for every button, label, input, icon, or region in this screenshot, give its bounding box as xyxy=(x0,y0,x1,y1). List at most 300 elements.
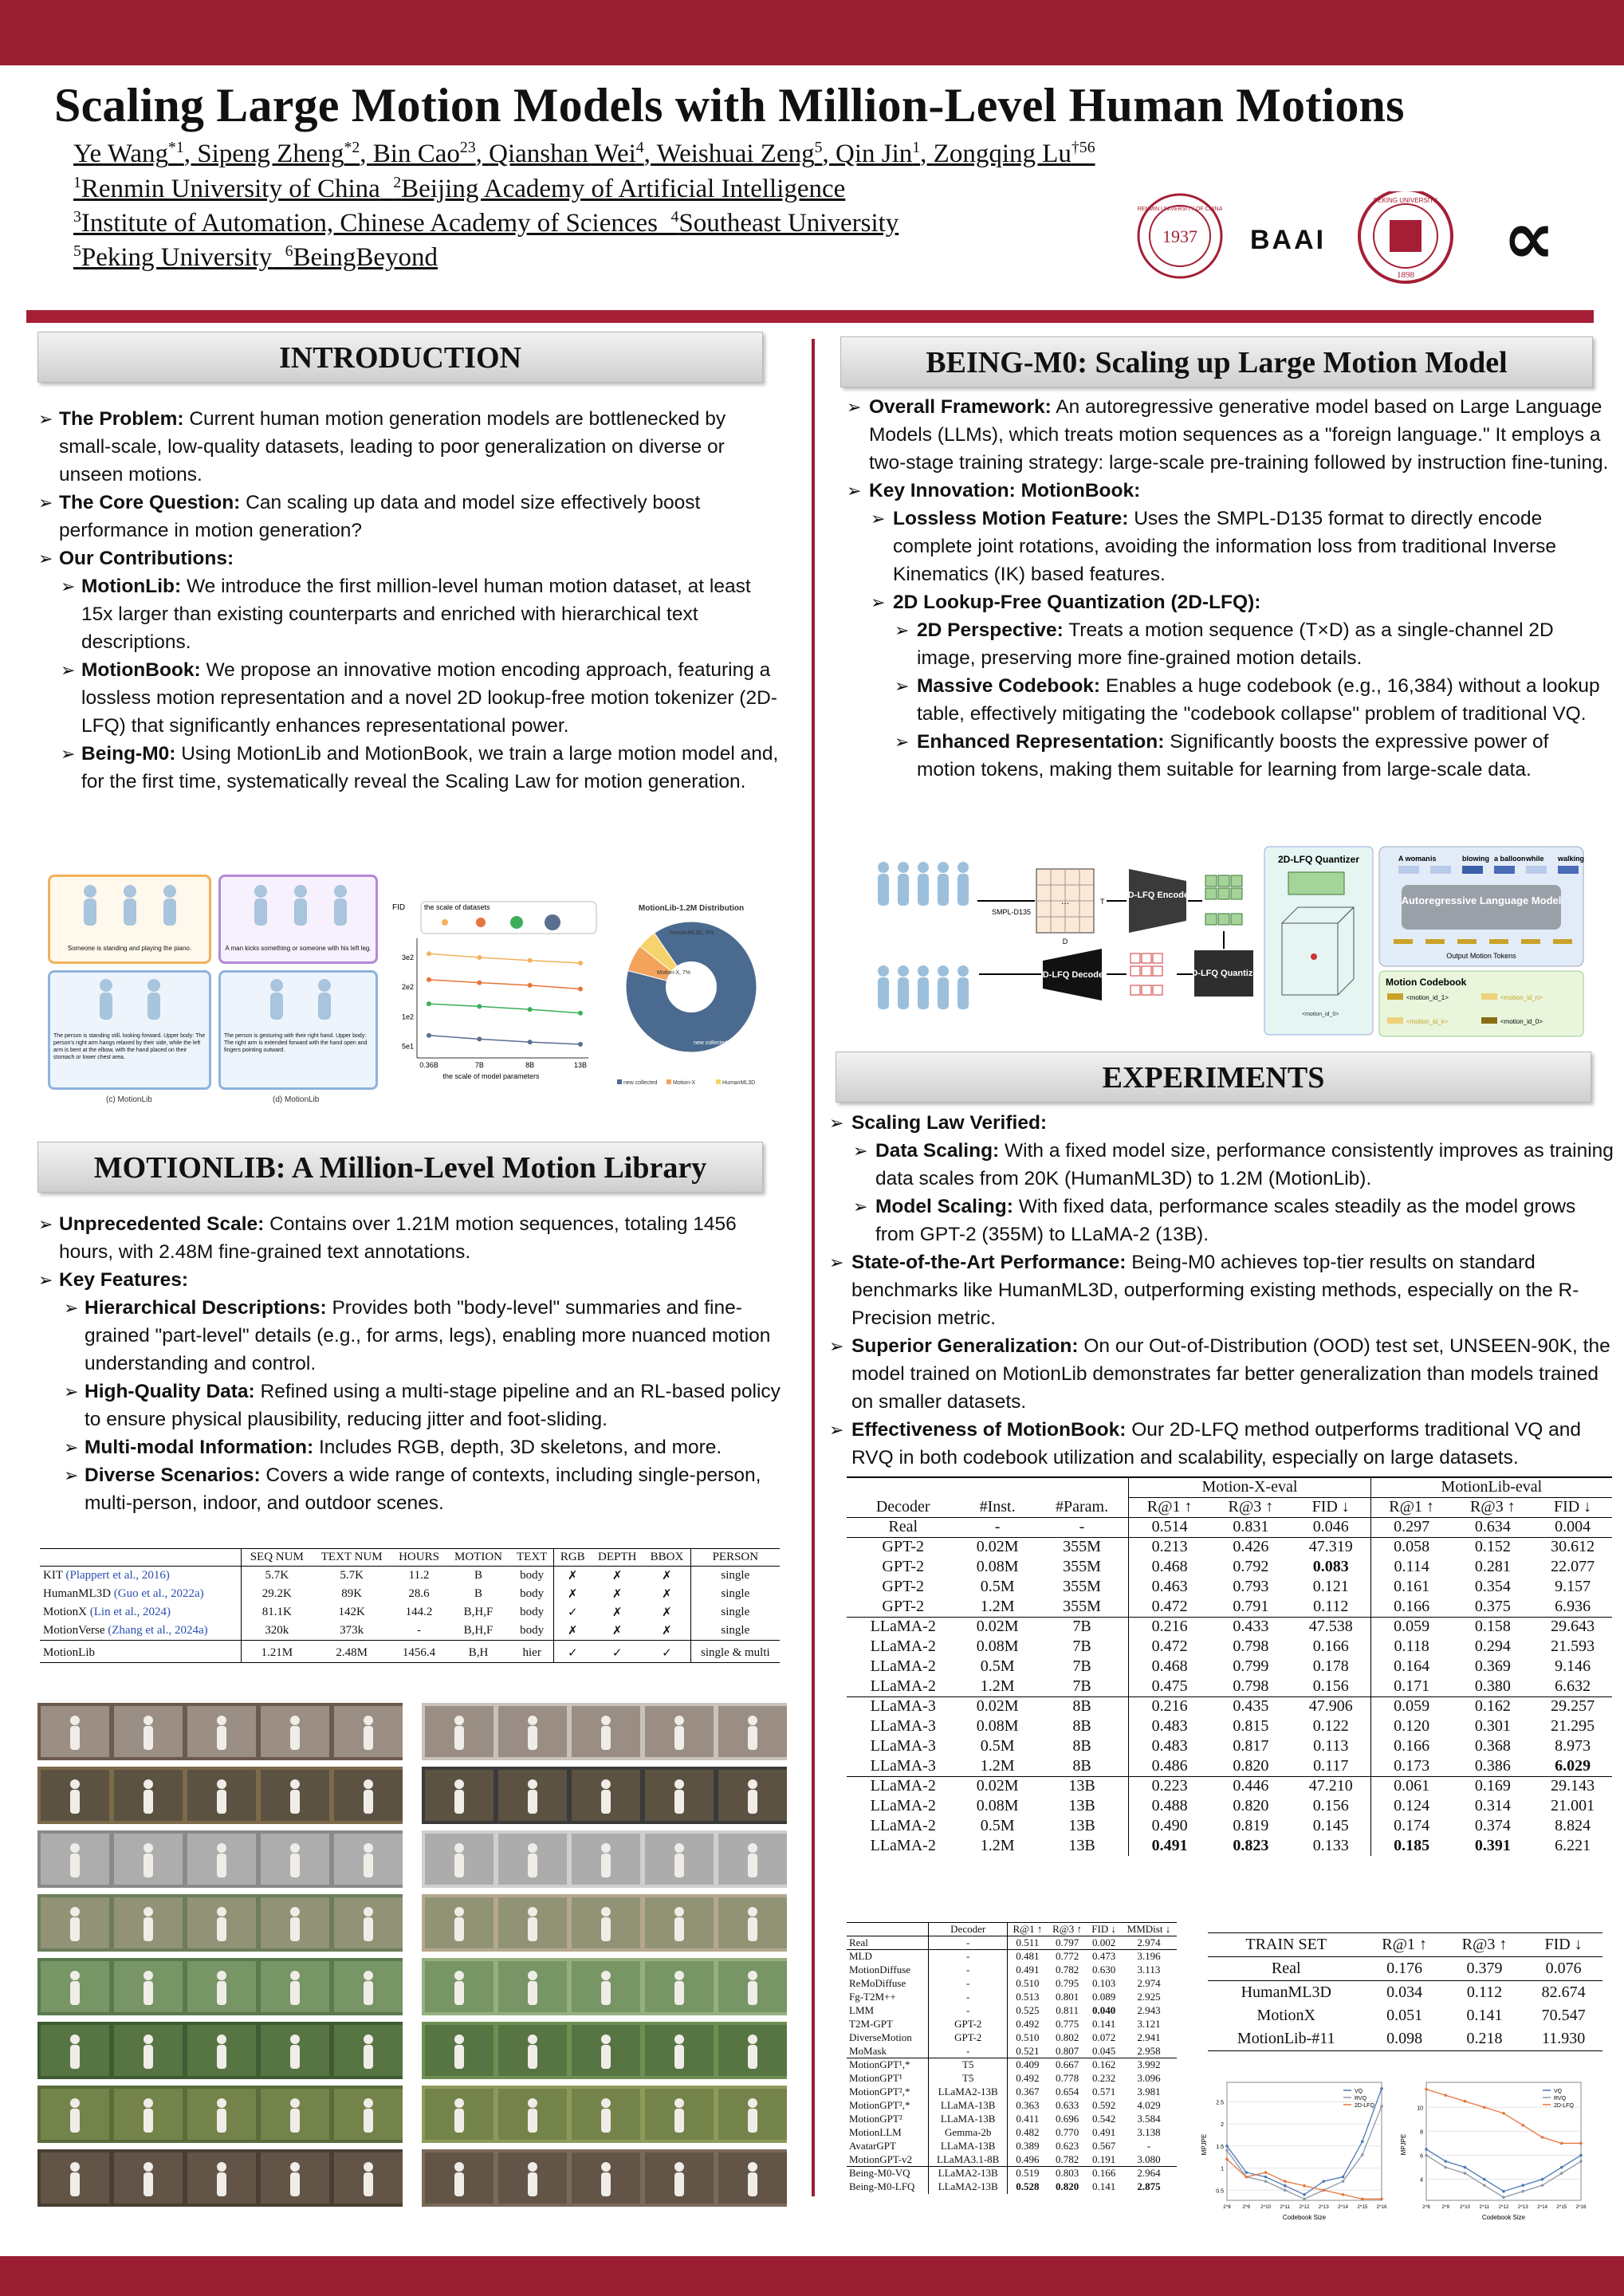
ruc-logo xyxy=(1138,195,1223,277)
data-point xyxy=(1303,2198,1306,2201)
legend-swatch xyxy=(617,1079,622,1084)
person-body-icon xyxy=(528,2109,537,2133)
svg-text:<motion_id_n>: <motion_id_n> xyxy=(1500,994,1543,1001)
table-row: MotionLLM Gemma-2b 0.482 0.770 0.491 3.138 xyxy=(847,2126,1177,2140)
person-head-icon xyxy=(454,1779,464,1789)
y-tick-label: 2.5 xyxy=(1216,2100,1224,2106)
person-body-icon xyxy=(70,1726,80,1750)
affiliation-line-3: $^5$Peking University $^6$BeingBeyond xyxy=(73,242,438,272)
person-body-icon xyxy=(290,1790,300,1814)
data-point xyxy=(1225,2149,1229,2152)
svg-text:<motion_id_1>: <motion_id_1> xyxy=(1406,994,1449,1001)
data-point xyxy=(1502,2196,1505,2199)
table-row: MotionVerse (Zhang et al., 2024a) 320k 373k - B,H,F body ✗ ✗ ✗ single xyxy=(40,1622,780,1641)
person-body-icon xyxy=(70,2109,80,2133)
x-tick-label: 2^14 xyxy=(1537,2205,1547,2210)
table-row: GPT-2 0.5M 355M 0.463 0.793 0.121 0.161 0.354 9.157 xyxy=(882,1578,1591,1595)
data-point xyxy=(1284,2184,1287,2188)
x-tick-label: 2^8 xyxy=(1422,2205,1430,2210)
pie-label: Motion-X, 7% xyxy=(657,970,691,976)
person-body-icon xyxy=(528,1854,537,1877)
data-point xyxy=(1380,2087,1383,2090)
word-token xyxy=(1430,866,1451,874)
table-row: LLaMA-2 1.2M 13B 0.491 0.823 0.133 0.185 0.391 6.221 xyxy=(870,1837,1591,1854)
baai-logo: BAAI xyxy=(1250,225,1327,255)
person-body-icon xyxy=(144,1726,153,1750)
data-point xyxy=(1245,2171,1248,2174)
person-head-icon xyxy=(144,1971,153,1980)
y-tick-label: 1.5 xyxy=(1216,2144,1224,2150)
data-point xyxy=(1425,2154,1428,2157)
table-row: MotionDiffuse - 0.491 0.782 0.630 3.113 xyxy=(847,1964,1177,1977)
person-head-icon xyxy=(217,1971,226,1980)
person-head-icon xyxy=(601,1843,611,1853)
person-head-icon xyxy=(528,1779,537,1789)
data-point xyxy=(1560,2172,1563,2175)
person-head-icon xyxy=(454,1843,464,1853)
word-token xyxy=(1558,866,1579,874)
affiliation-line-2: $^3$Institute of Automation, Chinese Academy of Sciences $^4$Southeast University xyxy=(73,208,899,238)
data-point xyxy=(427,977,431,982)
person-body-icon xyxy=(748,2109,757,2133)
section-heading-experiments: EXPERIMENTS xyxy=(836,1052,1591,1103)
data-point xyxy=(477,981,482,985)
panel-motionlib-2: The person is gesturing with their right hand. Upper body: The right arm is extended forward with the hand open and fingers pointing outward. (d) MotionLib xyxy=(218,970,378,1090)
author: Ye Wang xyxy=(73,140,168,168)
table-row: MotionGPT¹,* T5 0.409 0.667 0.162 3.992 xyxy=(847,2058,1177,2072)
x-tick-label: 2^8 xyxy=(1223,2205,1231,2210)
pie-title: MotionLib-1.2M Distribution xyxy=(638,904,745,913)
person-body-icon xyxy=(454,1917,464,1941)
dataset-comparison-table: SEQ NUM TEXT NUM HOURS MOTION TEXT RGB DEPTH BBOX PERSON KIT (Plappert et al., 2016) 5.7K 5.7K 11.2 B body ✗ ✗ ✗ single HumanML3D (Guo et al., 2022a) 29.2K 89K 28.6 B body ✗ ✗ ✗ single MotionX (Lin et al., 2024) 81.1K 142K 144.2 B,H,F body ✓ ✗ ✗ single MotionVerse (Zhang et al., 2024a) 320k 373k - B,H,F body ✗ ✗ ✗ single MotionLib 1.21M 2.48M 1456.4 B,H hier ✓ ✓ ✓ single & multi xyxy=(40,1548,780,1663)
person-body-icon xyxy=(454,2045,464,2069)
person-head-icon xyxy=(528,1843,537,1853)
panel-humanml3d: A man kicks something or someone with his left leg. xyxy=(218,875,378,964)
person-head-icon xyxy=(601,1971,611,1980)
person-head-icon xyxy=(748,1907,757,1917)
series-line xyxy=(429,980,580,989)
person-head-icon xyxy=(601,2035,611,2044)
data-point xyxy=(477,1036,482,1041)
architecture-diagram xyxy=(867,845,1585,1040)
person-body-icon xyxy=(70,2172,80,2196)
person-head-icon xyxy=(144,2098,153,2108)
person-head-icon xyxy=(144,1716,153,1725)
x-tick-label: 7B xyxy=(474,1061,484,1069)
person-body-icon xyxy=(144,1981,153,2005)
data-point xyxy=(1579,2142,1583,2145)
person-body-icon xyxy=(144,2109,153,2133)
smpl-label: SMPL-D135 xyxy=(992,908,1032,916)
svg-text:D: D xyxy=(1062,938,1068,946)
panel-motionlib-1: The person is standing still, looking forward. Upper body: The person's right arm hangs relaxed by their side, while the left arm is bent at the elbow, with the hand placed on their stomach or lower chest area. (c) MotionLib xyxy=(48,970,211,1090)
legend-label: 2D-LFQ xyxy=(1355,2103,1374,2109)
video-frame-strip xyxy=(422,1767,787,1824)
data-point xyxy=(1521,2184,1524,2187)
table-row: ReMoDiffuse - 0.510 0.795 0.103 2.974 xyxy=(847,1977,1177,1991)
data-point xyxy=(528,1007,533,1012)
data-point xyxy=(1560,2166,1563,2169)
table-row: MotionLib 1.21M 2.48M 1456.4 B,H hier ✓ ✓ ✓ single & multi xyxy=(40,1641,780,1663)
person-head-icon xyxy=(528,2162,537,2172)
person-body-icon xyxy=(601,1790,611,1814)
x-tick-label: 2^15 xyxy=(1357,2205,1368,2210)
person-head-icon xyxy=(70,2035,80,2044)
data-point xyxy=(1264,2171,1268,2174)
table-row: LLaMA-2 0.02M 7B 0.216 0.433 47.538 0.059 0.158 29.643 xyxy=(847,1617,1612,1637)
person-body-icon xyxy=(290,2109,300,2133)
quantizer-panel xyxy=(1264,847,1373,1035)
table-row: MotionGPT²,* LLaMA-13B 0.363 0.633 0.592 4.029 xyxy=(847,2099,1177,2113)
person-head-icon xyxy=(748,1779,757,1789)
person-head-icon xyxy=(144,2035,153,2044)
x-tick-label: 2^14 xyxy=(1338,2205,1348,2210)
motion-video-frames-grid xyxy=(37,1703,787,2213)
person-head-icon xyxy=(601,1779,611,1789)
person-body-icon xyxy=(748,2045,757,2069)
person-body-icon xyxy=(454,1726,464,1750)
motion-matrix xyxy=(1036,869,1105,946)
person-body-icon xyxy=(748,2172,757,2196)
table-row: MotionGPT²,* LLaMA2-13B 0.367 0.654 0.571 3.981 xyxy=(847,2086,1177,2099)
chart-xlabel: Codebook Size xyxy=(1481,2214,1526,2221)
x-tick-label: 2^10 xyxy=(1260,2205,1271,2210)
person-head-icon xyxy=(454,1971,464,1980)
person-body-icon xyxy=(364,1981,373,2005)
person-body-icon xyxy=(364,2045,373,2069)
chart-xlabel: Codebook Size xyxy=(1282,2214,1327,2221)
video-frame-strip xyxy=(37,2022,403,2079)
person-head-icon xyxy=(601,1907,611,1917)
person-head-icon xyxy=(70,2162,80,2172)
person-head-icon xyxy=(601,1716,611,1725)
data-point xyxy=(1464,2100,1467,2103)
codebook-chart-left xyxy=(1200,2073,1391,2224)
person-head-icon xyxy=(528,1716,537,1725)
word-token xyxy=(1462,866,1483,874)
person-head-icon xyxy=(454,2035,464,2044)
data-point xyxy=(1483,2184,1486,2187)
person-body-icon xyxy=(601,2045,611,2069)
person-head-icon xyxy=(217,1779,226,1789)
author: Bin Cao xyxy=(372,140,460,168)
section-heading-motionlib: MOTIONLIB: A Million-Level Motion Library xyxy=(37,1142,763,1193)
decoder-label: 2D-LFQ Decoder xyxy=(1037,970,1107,980)
person-head-icon xyxy=(290,2098,300,2108)
motion-figure-icon xyxy=(50,973,209,1028)
svg-text:<motion_id_k>: <motion_id_k> xyxy=(1406,1018,1449,1025)
latent-grid xyxy=(1205,875,1242,925)
person-head-icon xyxy=(290,1779,300,1789)
person-head-icon xyxy=(290,1716,300,1725)
data-point xyxy=(1464,2172,1467,2175)
person-body-icon xyxy=(528,1790,537,1814)
data-point xyxy=(1380,2198,1383,2201)
person-head-icon xyxy=(70,1971,80,1980)
person-head-icon xyxy=(290,2162,300,2172)
person-body-icon xyxy=(70,1790,80,1814)
svg-text:PEKING UNIVERSITY: PEKING UNIVERSITY xyxy=(1373,197,1438,204)
motionlib-text: ➢ Unprecedented Scale: Contains over 1.21M motion sequences, totaling 1456 hours, with 2.48M fine-grained text annotations. ➢ Key Features: ➢ Hierarchical Descriptions: Provides both "body-level" summaries and fine-grained "part-level" details (e.g., for arms, legs), enabling more nuanced motion understanding and control. ➢ High-Quality Data: Refined using a multi-stage pipeline and an RL-based policy to ensure physical plausibility, reducing jitter and foot-sliding. ➢ Multi-modal Information: Includes RGB, depth, 3D skeletons, and more. ➢ Diverse Scenarios: Covers a wide range of contexts, including single-person, multi-person, indoor, and outdoor scenes. xyxy=(38,1213,781,1514)
person-head-icon xyxy=(528,2035,537,2044)
video-frame-strip xyxy=(422,2086,787,2143)
intro-text: ➢ The Problem: Current human motion generation models are bottlenecked by small-scale, low-quality datasets, leading to poor generalization on diverse or unseen motions. ➢ The Core Question: Can scaling up data and model size effectively boost performance in motion generation? ➢ Our Contributions: ➢ MotionLib: We introduce the first million-level human motion dataset, at least 15x larger than existing counterparts and enriched with hierarchical text descriptions. ➢ MotionBook: We propose an innovative motion encoding approach, featuring a lossless motion representation and a novel 2D lookup-free motion tokenizer (2D-LFQ) that significantly enhances representational power. ➢ Being-M0: Using MotionLib and MotionBook, we train a large motion model and, for the first time, systematically reveal the Scaling Law for motion generation. xyxy=(38,408,779,792)
person-head-icon xyxy=(217,2035,226,2044)
data-point xyxy=(578,1011,583,1016)
chart-ylabel: MPJPE xyxy=(1201,2133,1208,2156)
person-body-icon xyxy=(454,1981,464,2005)
x-tick-label: 2^11 xyxy=(1479,2205,1489,2210)
person-body-icon xyxy=(528,2045,537,2069)
person-body-icon xyxy=(601,2172,611,2196)
video-frame-strip xyxy=(422,1830,787,1888)
video-frame-strip xyxy=(37,2149,403,2207)
data-point xyxy=(1560,2142,1563,2145)
series-line xyxy=(429,953,580,963)
data-point xyxy=(1361,2140,1364,2143)
person-head-icon xyxy=(290,1907,300,1917)
person-body-icon xyxy=(528,2172,537,2196)
person-head-icon xyxy=(70,1843,80,1853)
person-head-icon xyxy=(290,1971,300,1980)
person-body-icon xyxy=(217,2109,226,2133)
svg-text:1898: 1898 xyxy=(1397,270,1414,280)
x-tick-label: 2^13 xyxy=(1517,2205,1528,2210)
person-body-icon xyxy=(217,1790,226,1814)
pku-logo xyxy=(1359,191,1452,282)
data-point xyxy=(1541,2178,1544,2181)
table-row: LMM - 0.525 0.811 0.040 2.943 xyxy=(847,2004,1177,2018)
person-head-icon xyxy=(364,1779,373,1789)
data-point xyxy=(1322,2180,1325,2183)
person-head-icon xyxy=(364,1971,373,1980)
person-body-icon xyxy=(70,1981,80,2005)
data-point xyxy=(1264,2176,1268,2179)
chart-xlabel: the scale of model parameters xyxy=(442,1072,540,1080)
input-word: blowing xyxy=(1462,855,1489,863)
person-head-icon xyxy=(217,2162,226,2172)
person-body-icon xyxy=(748,1726,757,1750)
person-body-icon xyxy=(748,1854,757,1877)
x-tick-label: 8B xyxy=(525,1061,535,1069)
input-word: walking xyxy=(1558,855,1585,863)
pie-label: HumanML3D, 5% xyxy=(670,930,714,936)
person-head-icon xyxy=(144,1907,153,1917)
person-body-icon xyxy=(528,1981,537,2005)
data-point xyxy=(1541,2136,1544,2139)
legend-label: 2D-LFQ xyxy=(1554,2103,1574,2109)
person-head-icon xyxy=(528,2098,537,2108)
table-row: MotionGPT² LLaMA-13B 0.411 0.696 0.542 3.584 xyxy=(847,2113,1177,2126)
author: Weishuai Zeng xyxy=(656,140,815,168)
table-row: MoMask - 0.521 0.807 0.045 2.958 xyxy=(847,2045,1177,2058)
person-body-icon xyxy=(454,1790,464,1814)
person-head-icon xyxy=(364,1716,373,1725)
data-point xyxy=(1483,2178,1486,2181)
data-point xyxy=(1483,2105,1486,2109)
legend-marker xyxy=(510,916,523,929)
data-point xyxy=(1579,2160,1583,2163)
data-point xyxy=(427,1033,431,1038)
video-frame-strip xyxy=(422,1894,787,1952)
x-tick-label: 2^10 xyxy=(1460,2205,1470,2210)
person-head-icon xyxy=(144,1843,153,1853)
author: Qin Jin xyxy=(836,140,913,168)
person-body-icon xyxy=(674,1854,684,1877)
person-head-icon xyxy=(674,1907,684,1917)
input-word: while xyxy=(1526,855,1544,863)
y-tick-label: 1 xyxy=(1221,2166,1224,2172)
legend-marker xyxy=(545,914,560,930)
table-row: LLaMA-2 0.5M 13B 0.490 0.819 0.145 0.174 0.374 8.824 xyxy=(870,1817,1591,1834)
output-motion-figures xyxy=(878,965,969,1009)
data-point xyxy=(1464,2166,1467,2169)
table-row: LLaMA-3 1.2M 8B 0.486 0.820 0.117 0.173 0.386 6.029 xyxy=(847,1756,1612,1776)
data-point xyxy=(477,955,482,960)
data-point xyxy=(1342,2193,1345,2196)
legend-label: Motion-X xyxy=(673,1080,696,1086)
person-head-icon xyxy=(601,2162,611,2172)
table-row: HumanML3D (Guo et al., 2022a) 29.2K 89K 28.6 B body ✗ ✗ ✗ single xyxy=(40,1585,780,1603)
x-tick-label: 0.36B xyxy=(419,1061,438,1069)
x-tick-label: 2^15 xyxy=(1556,2205,1567,2210)
header-divider xyxy=(26,310,1594,323)
person-head-icon xyxy=(144,1779,153,1789)
legend-label: RVQ xyxy=(1554,2096,1567,2101)
person-body-icon xyxy=(601,1917,611,1941)
table-row: LLaMA-2 0.02M 13B 0.223 0.446 47.210 0.061 0.169 29.143 xyxy=(847,1776,1612,1796)
person-head-icon xyxy=(454,1716,464,1725)
person-head-icon xyxy=(748,2035,757,2044)
table-row: LLaMA-3 0.02M 8B 0.216 0.435 47.906 0.059 0.162 29.257 xyxy=(847,1696,1612,1716)
table-row: MotionGPT-v2 LLaMA3.1-8B 0.496 0.782 0.191 3.080 xyxy=(847,2153,1177,2167)
panel-motionx: Someone is standing and playing the piano. xyxy=(48,875,211,964)
person-head-icon xyxy=(528,1971,537,1980)
person-body-icon xyxy=(217,2172,226,2196)
table-row: Real 0.176 0.379 0.076 xyxy=(1271,1960,1582,1977)
person-body-icon xyxy=(144,2172,153,2196)
word-token xyxy=(1398,866,1419,874)
series-line xyxy=(429,1004,580,1013)
motion-figure-icon xyxy=(221,877,376,941)
person-body-icon xyxy=(290,1917,300,1941)
word-token xyxy=(1526,866,1547,874)
video-frame-strip xyxy=(422,1958,787,2015)
data-point xyxy=(528,983,533,988)
table-row: MotionGPT¹ T5 0.492 0.778 0.232 3.096 xyxy=(847,2072,1177,2086)
person-head-icon xyxy=(217,1907,226,1917)
codebook-chart-right xyxy=(1399,2073,1591,2224)
data-point xyxy=(528,958,533,963)
person-head-icon xyxy=(217,1716,226,1725)
table-row: LLaMA-2 1.2M 7B 0.475 0.798 0.156 0.171 0.380 6.632 xyxy=(847,1677,1612,1696)
pie-label: new collected, 93% xyxy=(694,1040,742,1046)
scaling-line-chart xyxy=(389,890,604,1082)
x-tick-label: 2^9 xyxy=(1441,2205,1449,2210)
person-body-icon xyxy=(748,1917,757,1941)
experiments-text: ➢ Scaling Law Verified: ➢ Data Scaling: With a fixed model size, performance consistently improves as training data scales from 20K (HumanML3D) to 1.2M (MotionLib). ➢ Model Scaling: With fixed data, performance scales steadily as the model grows from GPT-2 (355M) to LLaMA-2 (13B). ➢ State-of-the-Art Performance: Being-M0 achieves top-tier results on standard benchmarks like HumanML3D, outperforming existing methods, especially on the R-Precision metric. ➢ Superior Generalization: On our Out-of-Distribution (OOD) test set, UNSEEN-90K, the model trained on MotionLib demonstrates far better generalization than models trained on smaller datasets. ➢ Effectiveness of MotionBook: Our 2D-LFQ method outperforms traditional VQ and RVQ in both codebook utilization and scalability, especially on large datasets. xyxy=(829,1112,1614,1468)
y-tick-label: 5e1 xyxy=(401,1042,414,1051)
motion-figure-icon xyxy=(221,973,376,1028)
table-row: Fg-T2M++ - 0.513 0.801 0.089 2.925 xyxy=(847,1991,1177,2004)
encoder-block xyxy=(1129,869,1186,933)
x-tick-label: 2^12 xyxy=(1498,2205,1509,2210)
y-tick-label: 2e2 xyxy=(401,983,414,992)
table-row: MotionX 0.051 0.141 70.547 xyxy=(1256,2007,1586,2024)
person-body-icon xyxy=(674,1981,684,2005)
person-body-icon xyxy=(454,2109,464,2133)
table-row: T2M-GPT GPT-2 0.492 0.775 0.141 3.121 xyxy=(847,2018,1177,2031)
video-frame-strip xyxy=(37,1703,403,1760)
section-heading-being-m0: BEING-M0: Scaling up Large Motion Model xyxy=(840,336,1593,387)
y-tick-label: 6 xyxy=(1420,2153,1423,2160)
person-head-icon xyxy=(70,1907,80,1917)
data-point xyxy=(427,951,431,956)
table-row: GPT-2 1.2M 355M 0.472 0.791 0.112 0.166 0.375 6.936 xyxy=(847,1597,1612,1617)
y-tick-label: 10 xyxy=(1417,2105,1423,2112)
person-body-icon xyxy=(290,1981,300,2005)
data-point xyxy=(1303,2193,1306,2196)
person-body-icon xyxy=(748,1790,757,1814)
x-tick-label: 2^11 xyxy=(1280,2205,1290,2210)
person-body-icon xyxy=(601,1854,611,1877)
person-head-icon xyxy=(748,1716,757,1725)
chart-ylabel: MPJPE xyxy=(1400,2133,1407,2156)
input-word: is xyxy=(1430,855,1437,863)
x-tick-label: 2^13 xyxy=(1318,2205,1329,2210)
legend-label: HumanML3D xyxy=(722,1080,756,1086)
person-head-icon xyxy=(674,2098,684,2108)
person-head-icon xyxy=(528,1907,537,1917)
person-body-icon xyxy=(674,1790,684,1814)
video-frame-strip xyxy=(422,2022,787,2079)
person-head-icon xyxy=(290,1843,300,1853)
person-head-icon xyxy=(364,1843,373,1853)
person-head-icon xyxy=(674,2162,684,2172)
person-body-icon xyxy=(364,1854,373,1877)
person-head-icon xyxy=(364,2035,373,2044)
data-point xyxy=(1521,2124,1524,2127)
person-body-icon xyxy=(70,1917,80,1941)
person-head-icon xyxy=(364,2098,373,2108)
data-point xyxy=(1284,2180,1287,2183)
legend-swatch xyxy=(716,1079,721,1084)
data-point xyxy=(578,961,583,965)
video-frame-strip xyxy=(37,1830,403,1888)
y-tick-label: 1e2 xyxy=(401,1012,414,1021)
scaling-results-table: Motion-X-eval MotionLib-eval Decoder #Inst. #Param. R@1 ↑ R@3 ↑ FID ↓ R@1 ↑ R@3 ↑ FID ↓ Real - - 0.514 0.831 0.046 0.297 0.634 0.004 GPT-2 0.02M 355M 0.213 0.426 47.319 0.058 0.152 30.612 GPT-2 0.08M 355M 0.468 0.792 0.083 0.114 0.281 22.077 GPT-2 0.5M 355M 0.463 0.793 0.121 0.161 0.354 9.157 GPT-2 1.2M 355M 0.472 0.791 0.112 0.166 0.375 6.936 LLaMA-2 0.02M 7B 0.216 0.433 47.538 0.059 0.158 29.643 LLaMA-2 0.08M 7B 0.472 0.798 0.166 0.118 0.294 21.593 LLaMA-2 0.5M 7B 0.468 0.799 0.178 0.164 0.369 9.146 LLaMA-2 1.2M 7B 0.475 0.798 0.156 0.171 0.380 6.632 LLaMA-3 0.02M 8B 0.216 0.435 47.906 0.059 0.162 29.257 LLaMA-3 0.08M 8B 0.483 0.815 0.122 0.120 0.301 21.295 LLaMA-3 0.5M 8B 0.483 0.817 0.113 0.166 0.368 8.973 LLaMA-3 1.2M 8B 0.486 0.820 0.117 0.173 0.386 6.029 LLaMA-2 0.02M 13B 0.223 0.446 47.210 0.061 0.169 29.143 LLaMA-2 0.08M 13B 0.488 0.820 0.156 0.124 0.314 21.001 LLaMA-2 0.5M 13B 0.490 0.819 0.145 0.174 0.374 8.824 LLaMA-2 1.2M 13B 0.491 0.823 0.133 0.185 0.391 6.221 xyxy=(847,1476,1612,1856)
video-frame-strip xyxy=(422,2149,787,2207)
data-point xyxy=(1502,2190,1505,2193)
person-body-icon xyxy=(674,1726,684,1750)
person-head-icon xyxy=(217,1843,226,1853)
table-row: LLaMA-3 0.5M 8B 0.483 0.817 0.113 0.166 0.368 8.973 xyxy=(870,1737,1591,1755)
video-frame-strip xyxy=(37,1958,403,2015)
person-head-icon xyxy=(70,1716,80,1725)
person-head-icon xyxy=(674,1716,684,1725)
data-point xyxy=(1444,2160,1447,2163)
person-body-icon xyxy=(217,2045,226,2069)
institution-logos xyxy=(1132,191,1579,295)
svg-text:<motion_id_0>: <motion_id_0> xyxy=(1500,1018,1543,1025)
person-head-icon xyxy=(364,2162,373,2172)
legend-marker xyxy=(442,919,448,926)
table-row: GPT-2 0.02M 355M 0.213 0.426 47.319 0.058 0.152 30.612 xyxy=(847,1537,1612,1557)
person-head-icon xyxy=(601,2098,611,2108)
author-list: Ye Wang$^{*1}$, Sipeng Zheng$^{*2}$, Bin Cao$^{23}$, Qianshan Wei$^4$, Weishuai Zeng$^5$, Qin Jin$^1$, Zongqing Lu$^{\dagger 56}$ xyxy=(73,139,1095,168)
quantizer-panel-title: 2D-LFQ Quantizer xyxy=(1277,854,1360,865)
person-body-icon xyxy=(454,2172,464,2196)
